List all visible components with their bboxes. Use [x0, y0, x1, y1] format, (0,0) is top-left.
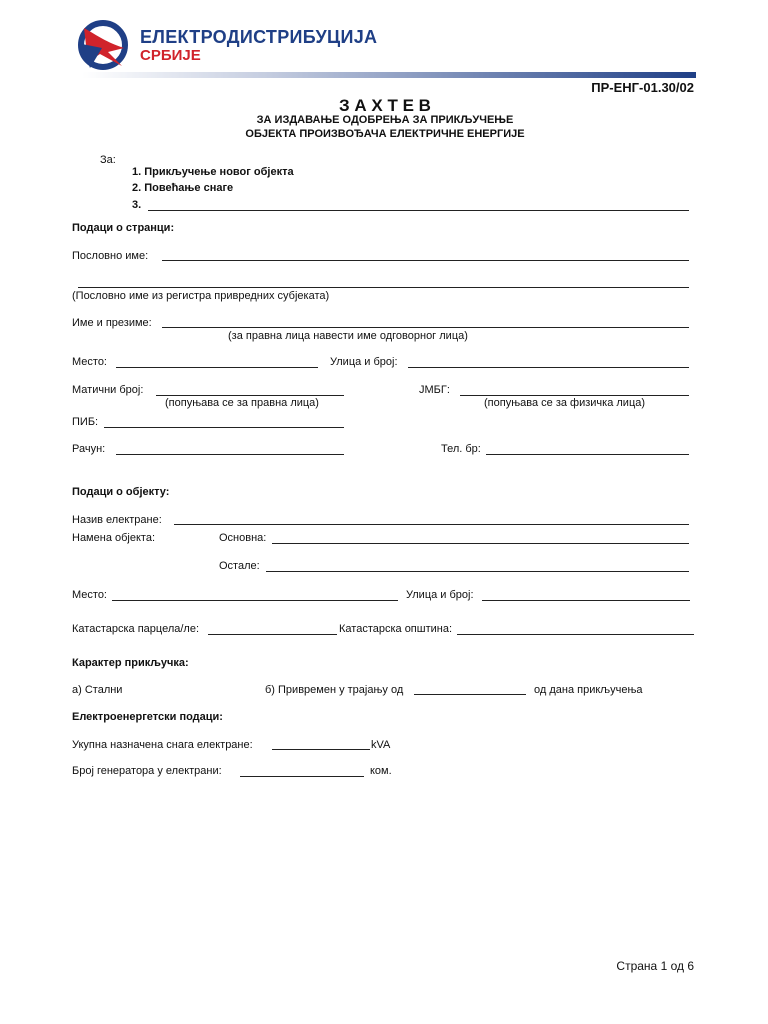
page-number: Страна 1 од 6	[616, 959, 694, 973]
phone-field[interactable]	[486, 454, 689, 455]
reg-number-label: Матични број:	[72, 384, 144, 396]
business-name-label: Пословно име:	[72, 250, 149, 262]
object-place-label: Место:	[72, 589, 107, 601]
party-street-label: Улица и број:	[330, 356, 398, 368]
business-name-field[interactable]	[162, 260, 689, 261]
jmbg-label: ЈМБГ:	[419, 384, 450, 396]
purpose-label: За:	[100, 154, 116, 166]
header-rule	[82, 72, 696, 78]
party-place-field[interactable]	[116, 367, 318, 368]
connection-permanent-option[interactable]: а) Стални	[72, 684, 123, 696]
total-power-field[interactable]	[272, 749, 370, 750]
object-section-heading: Подаци о објекту:	[72, 486, 170, 498]
party-place-label: Место:	[72, 356, 107, 368]
object-street-field[interactable]	[482, 600, 690, 601]
generators-unit: ком.	[370, 765, 392, 777]
connection-temporary-option[interactable]: б) Привремен у трајању од	[265, 684, 404, 696]
document-code: ПР-ЕНГ-01.30/02	[591, 80, 694, 95]
form-subtitle-line2: ОБЈЕКТА ПРОИЗВОЂАЧА ЕЛЕКТРИЧНЕ ЕНЕРГИЈЕ	[245, 128, 525, 140]
main-use-field[interactable]	[272, 543, 689, 544]
purpose-other-field[interactable]	[148, 210, 689, 211]
business-name-note: (Пословно име из регистра привредних субјеката)	[72, 290, 330, 302]
object-street-label: Улица и број:	[406, 589, 474, 601]
phone-label: Тел. бр:	[441, 443, 481, 455]
jmbg-field[interactable]	[460, 395, 689, 396]
plant-name-label: Назив електране:	[72, 514, 162, 526]
purpose-option-increase[interactable]: 2. Повећање снаге	[132, 182, 234, 194]
total-power-unit: kVA	[371, 739, 391, 751]
parcel-label: Катастарска парцела/ле:	[72, 623, 199, 635]
total-power-label: Укупна назначена снага електране:	[72, 739, 253, 751]
object-place-field[interactable]	[112, 600, 398, 601]
parcel-field[interactable]	[208, 634, 337, 635]
company-name-line1: ЕЛЕКТРОДИСТРИБУЦИЈА	[140, 27, 378, 47]
plant-name-field[interactable]	[174, 524, 689, 525]
reg-number-note: (попуњава се за правна лица)	[165, 397, 319, 409]
full-name-note: (за правна лица навести име одговорног лица)	[228, 330, 468, 342]
power-section-heading: Електроенергетски подаци:	[72, 711, 223, 723]
account-field[interactable]	[116, 454, 344, 455]
jmbg-note: (попуњава се за физичка лица)	[484, 397, 646, 409]
form-subtitle-line1: ЗА ИЗДАВАЊЕ ОДОБРЕЊА ЗА ПРИКЉУЧЕЊЕ	[256, 114, 514, 126]
party-section-heading: Подаци о странци:	[72, 222, 175, 234]
reg-number-field[interactable]	[156, 395, 344, 396]
main-use-label: Основна:	[219, 532, 267, 544]
company-logo	[78, 18, 128, 72]
form-title: З А Х Т Е В	[339, 96, 431, 115]
generators-field[interactable]	[240, 776, 364, 777]
business-name-field-line2[interactable]	[78, 287, 689, 288]
municipality-field[interactable]	[457, 634, 694, 635]
municipality-label: Катастарска општина:	[339, 623, 453, 635]
full-name-label: Име и презиме:	[72, 317, 152, 329]
connection-section-heading: Карактер прикључка:	[72, 657, 189, 669]
logo-emblem-icon	[78, 18, 128, 72]
party-street-field[interactable]	[408, 367, 689, 368]
account-label: Рачун:	[72, 443, 106, 455]
pib-field[interactable]	[104, 427, 344, 428]
generators-label: Број генератора у електрани:	[72, 765, 222, 777]
temporary-suffix: од дана прикључења	[534, 684, 643, 696]
temporary-duration-field[interactable]	[414, 694, 526, 695]
full-name-field[interactable]	[162, 327, 689, 328]
purpose-option-other[interactable]: 3.	[132, 199, 142, 211]
company-name-line2: СРБИЈЕ	[140, 47, 201, 64]
pib-label: ПИБ:	[72, 416, 99, 428]
other-use-label: Остале:	[219, 560, 260, 572]
purpose-option-new[interactable]: 1. Прикључење новог објекта	[132, 166, 294, 178]
object-purpose-label: Намена објекта:	[72, 532, 155, 544]
other-use-field[interactable]	[266, 571, 689, 572]
